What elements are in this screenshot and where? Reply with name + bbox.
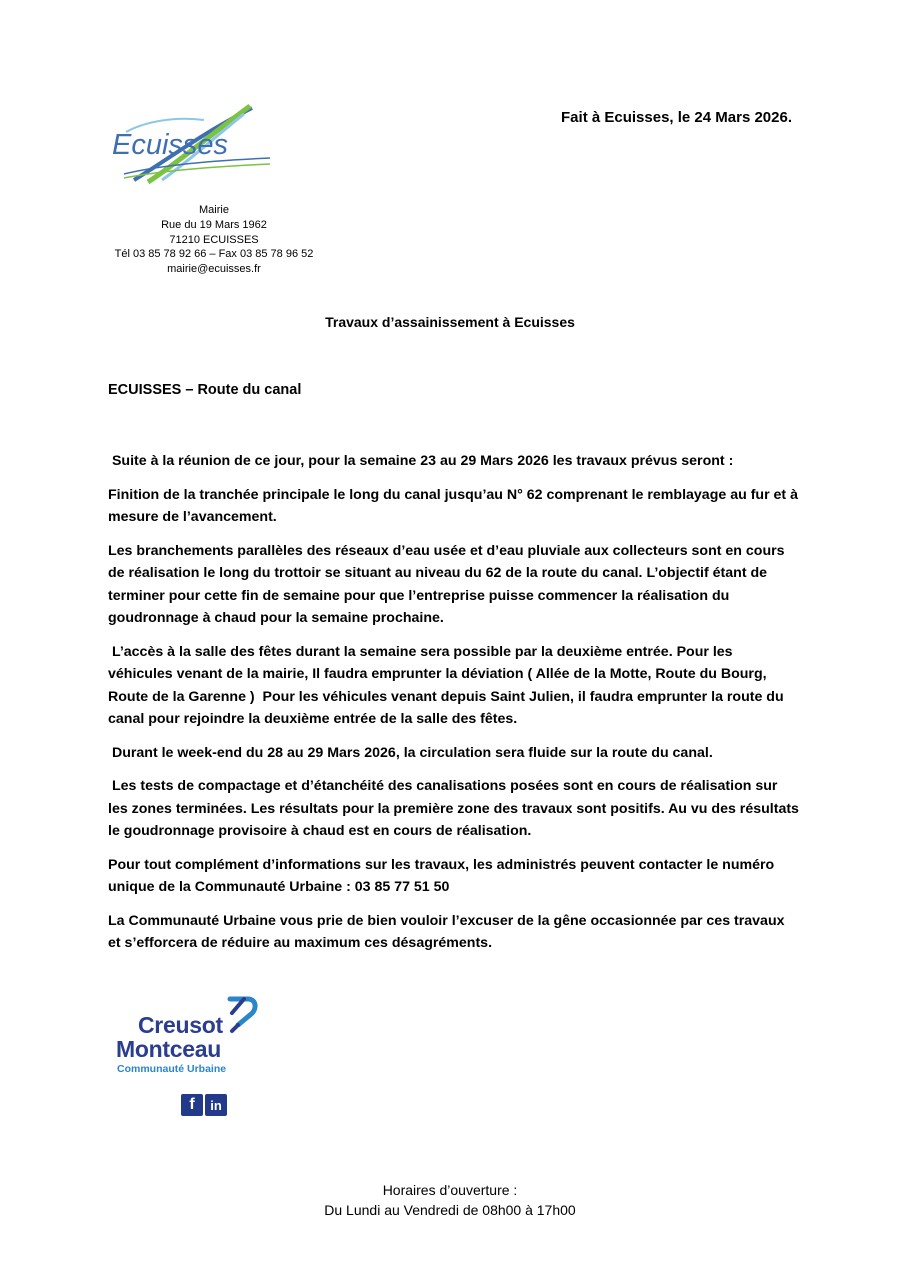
paragraph: Suite à la réunion de ce jour, pour la semaine 23 au 29 Mars 2026 les travaux prévus seront :	[108, 453, 734, 469]
logo-line-montceau: Montceau	[116, 1036, 221, 1062]
mairie-city: 71210 ECUISSES	[169, 233, 259, 246]
logo-line-creusot: Creusot	[138, 1012, 223, 1038]
mairie-name: Mairie	[199, 204, 229, 216]
mairie-phone: Tél 03 85 78 92 66 – Fax 03 85 78 96 52	[114, 248, 314, 261]
facebook-icon[interactable]: f	[181, 1094, 203, 1116]
linkedin-icon[interactable]: in	[205, 1094, 227, 1116]
ecuisses-logo-text: Ecuisses	[112, 129, 229, 161]
paragraph: Durant le week-end du 28 au 29 Mars 2026, la circulation sera fluide sur la route du canal.	[108, 744, 713, 761]
mairie-email: mairie@ecuisses.fr	[167, 263, 261, 276]
creusot-montceau-logo	[112, 995, 262, 1080]
document-subject: ECUISSES – Route du canal	[108, 382, 302, 398]
paragraph: Finition de la tranchée principale le long du canal jusqu’au N° 62 comprenant le remblayage au fur et à mesure de l’avancement.	[108, 486, 798, 525]
hours-title: Horaires d’ouverture :	[382, 1182, 518, 1198]
paragraph: Les branchements parallèles des réseaux d’eau usée et d’eau pluviale aux collecteurs sont en cours de réalisation le long du trottoir se situant au niveau du 62 de la route du canal. L’objectif étant de terminer pour cette fin de semaine pour que l’entreprise puisse commencer la réalisation du goudronnage à chaud pour la semaine prochaine.	[108, 542, 785, 626]
paragraph: L’accès à la salle des fêtes durant la semaine sera possible par la deuxième entrée. Pour les véhicules venant de la mairie, Il faudra emprunter la déviation ( Allée de la Motte, Route du Bourg, Route de la Garenne ) Pour les véhicules venant depuis Saint Julien, il faudra emprunter la route du canal pour rejoindre la deuxième entrée de la salle des fêtes.	[108, 643, 788, 727]
swoosh-icon	[224, 995, 260, 1035]
social-links	[181, 1094, 227, 1116]
logo-subtitle: Communauté Urbaine	[117, 1063, 227, 1075]
paragraph: La Communauté Urbaine vous prie de bien vouloir l’excuser de la gêne occasionnée par ces travaux et s’efforcera de réduire au maximum ces désagréments.	[108, 912, 785, 951]
document-title: Travaux d’assainissement à Ecuisses	[325, 314, 575, 330]
document-body	[108, 450, 803, 966]
opening-hours	[0, 1180, 900, 1220]
document-date: Fait à Ecuisses, le 24 Mars 2026.	[561, 109, 792, 126]
ecuisses-logo	[104, 102, 274, 186]
paragraph: Pour tout complément d’informations sur les travaux, les administrés peuvent contacter le numéro unique de la Communauté Urbaine : 03 85 77 51 50	[108, 856, 775, 895]
mairie-address	[104, 203, 324, 277]
paragraph: Les tests de compactage et d’étanchéité des canalisations posées sont en cours de réalisation sur les zones terminées. Les résultats pour la première zone des travaux sont positifs. Au vu des résultats le goudronnage provisoire à chaud est en cours de réalisation.	[108, 778, 803, 839]
hours-text: Du Lundi au Vendredi de 08h00 à 17h00	[324, 1202, 576, 1218]
mairie-street: Rue du 19 Mars 1962	[161, 218, 267, 231]
